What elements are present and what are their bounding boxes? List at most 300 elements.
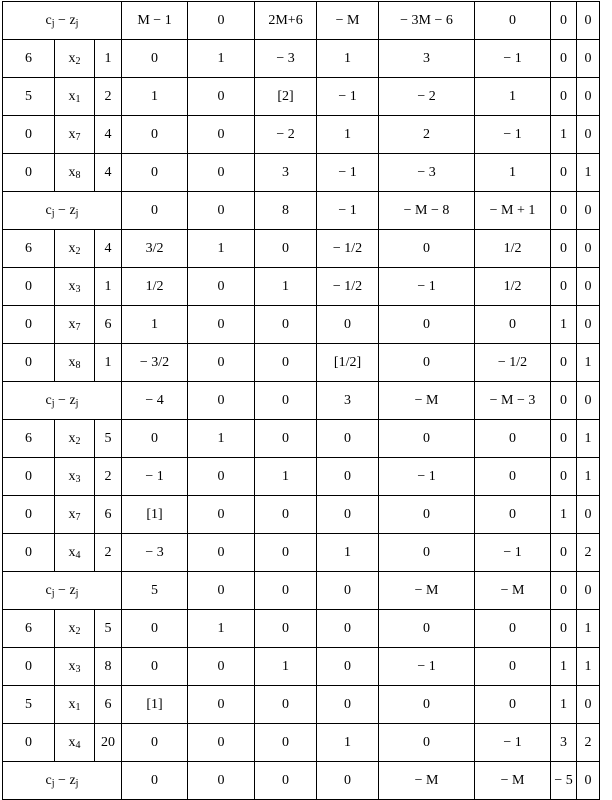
coefficient-cell: − 1/2 xyxy=(317,230,379,268)
coefficient-cell: 1 xyxy=(122,78,188,116)
coefficient-cell: 0 xyxy=(577,306,600,344)
row-label-c: c xyxy=(45,392,52,408)
coefficient-cell: 3/2 xyxy=(122,230,188,268)
reduced-cost-row xyxy=(3,572,600,610)
coefficient-cell: 0 xyxy=(475,610,551,648)
tableau-body xyxy=(3,2,600,800)
basis-cost-cell: 6 xyxy=(3,40,55,78)
basis-row xyxy=(3,154,600,192)
coefficient-cell: 0 xyxy=(317,572,379,610)
row-label-c-sub: j xyxy=(51,777,55,789)
coefficient-cell: 2M+6 xyxy=(255,2,317,40)
coefficient-cell: 0 xyxy=(551,40,577,78)
coefficient-cell: 0 xyxy=(122,154,188,192)
coefficient-cell: 0 xyxy=(577,382,600,420)
coefficient-cell: 0 xyxy=(188,458,255,496)
coefficient-cell: − 1 xyxy=(475,116,551,154)
coefficient-cell: 0 xyxy=(188,534,255,572)
basis-variable-index: 4 xyxy=(75,549,81,561)
basis-variable-cell xyxy=(55,154,95,192)
row-label-minus: − xyxy=(54,202,70,218)
basis-cost-cell: 5 xyxy=(3,686,55,724)
basis-variable-index: 8 xyxy=(75,169,81,181)
basis-variable-cell xyxy=(55,230,95,268)
row-label-minus: − xyxy=(54,12,70,28)
coefficient-cell: 0 xyxy=(188,306,255,344)
coefficient-cell: M − 1 xyxy=(122,2,188,40)
basis-row xyxy=(3,306,600,344)
basis-variable-index: 7 xyxy=(75,511,81,523)
basis-cost-cell: 0 xyxy=(3,458,55,496)
coefficient-cell: − 1 xyxy=(475,724,551,762)
coefficient-cell: − M xyxy=(379,382,475,420)
coefficient-cell: 1 xyxy=(475,154,551,192)
basis-row xyxy=(3,116,600,154)
coefficient-cell: 0 xyxy=(255,420,317,458)
rhs-cell: 6 xyxy=(95,306,122,344)
coefficient-cell: 0 xyxy=(122,192,188,230)
basis-cost-cell: 0 xyxy=(3,116,55,154)
rhs-cell: 8 xyxy=(95,648,122,686)
coefficient-cell: − 3M − 6 xyxy=(379,2,475,40)
coefficient-cell: 2 xyxy=(577,534,600,572)
coefficient-cell: 0 xyxy=(577,268,600,306)
reduced-cost-label xyxy=(3,572,122,610)
coefficient-cell: 0 xyxy=(122,40,188,78)
basis-row xyxy=(3,420,600,458)
coefficient-cell: 0 xyxy=(188,648,255,686)
coefficient-cell: 0 xyxy=(551,78,577,116)
coefficient-cell: 0 xyxy=(475,648,551,686)
basis-row xyxy=(3,458,600,496)
basis-variable-index: 1 xyxy=(75,93,81,105)
basis-variable-index: 1 xyxy=(75,701,81,713)
coefficient-cell: 0 xyxy=(188,344,255,382)
coefficient-cell: 3 xyxy=(255,154,317,192)
coefficient-cell: 0 xyxy=(475,420,551,458)
row-label-minus: − xyxy=(54,392,70,408)
basis-row xyxy=(3,610,600,648)
row-label-c-sub: j xyxy=(51,397,55,409)
coefficient-cell: 0 xyxy=(577,40,600,78)
row-label-z-sub: j xyxy=(75,397,79,409)
row-label-minus: − xyxy=(54,582,70,598)
basis-variable-index: 2 xyxy=(75,435,81,447)
coefficient-cell: 1/2 xyxy=(475,268,551,306)
coefficient-cell: − 5 xyxy=(551,762,577,800)
coefficient-cell: 0 xyxy=(551,572,577,610)
coefficient-cell: 1 xyxy=(188,610,255,648)
row-label-z: z xyxy=(69,392,76,408)
coefficient-cell: 0 xyxy=(122,420,188,458)
simplex-tableau xyxy=(2,1,600,800)
coefficient-cell: 0 xyxy=(577,686,600,724)
basis-variable-index: 3 xyxy=(75,663,81,675)
coefficient-cell: [1] xyxy=(122,496,188,534)
basis-variable-index: 2 xyxy=(75,625,81,637)
coefficient-cell: 3 xyxy=(379,40,475,78)
basis-variable-cell xyxy=(55,534,95,572)
coefficient-cell: 0 xyxy=(475,496,551,534)
basis-row xyxy=(3,344,600,382)
coefficient-cell: − 1 xyxy=(379,268,475,306)
coefficient-cell: 1 xyxy=(255,268,317,306)
coefficient-cell: 8 xyxy=(255,192,317,230)
coefficient-cell: 0 xyxy=(255,382,317,420)
coefficient-cell: 1 xyxy=(577,648,600,686)
basis-variable-index: 7 xyxy=(75,131,81,143)
basis-variable-index: 3 xyxy=(75,283,81,295)
basis-variable-cell xyxy=(55,610,95,648)
coefficient-cell: 0 xyxy=(379,496,475,534)
rhs-cell: 4 xyxy=(95,230,122,268)
coefficient-cell: [1] xyxy=(122,686,188,724)
basis-row xyxy=(3,268,600,306)
coefficient-cell: 0 xyxy=(317,306,379,344)
basis-variable-letter: x xyxy=(68,316,76,332)
row-label-c: c xyxy=(45,12,52,28)
coefficient-cell: 0 xyxy=(255,306,317,344)
basis-variable-index: 2 xyxy=(75,55,81,67)
coefficient-cell: 0 xyxy=(379,344,475,382)
reduced-cost-label xyxy=(3,192,122,230)
basis-variable-letter: x xyxy=(68,658,76,674)
row-label-z: z xyxy=(69,772,76,788)
reduced-cost-row xyxy=(3,2,600,40)
coefficient-cell: 1 xyxy=(551,306,577,344)
coefficient-cell: − 1 xyxy=(122,458,188,496)
coefficient-cell: 1 xyxy=(551,686,577,724)
coefficient-cell: 0 xyxy=(188,496,255,534)
coefficient-cell: 0 xyxy=(317,648,379,686)
rhs-cell: 1 xyxy=(95,40,122,78)
coefficient-cell: 0 xyxy=(122,610,188,648)
basis-variable-letter: x xyxy=(68,164,76,180)
basis-cost-cell: 0 xyxy=(3,648,55,686)
basis-variable-cell xyxy=(55,420,95,458)
coefficient-cell: 1/2 xyxy=(122,268,188,306)
coefficient-cell: 1 xyxy=(317,534,379,572)
basis-variable-index: 7 xyxy=(75,321,81,333)
coefficient-cell: 0 xyxy=(577,572,600,610)
row-label-z-sub: j xyxy=(75,587,79,599)
basis-cost-cell: 0 xyxy=(3,154,55,192)
coefficient-cell: − 3 xyxy=(122,534,188,572)
basis-cost-cell: 0 xyxy=(3,306,55,344)
basis-variable-letter: x xyxy=(68,696,76,712)
basis-variable-cell xyxy=(55,724,95,762)
coefficient-cell: − 1 xyxy=(317,78,379,116)
coefficient-cell: [2] xyxy=(255,78,317,116)
coefficient-cell: − 1 xyxy=(379,458,475,496)
coefficient-cell: 0 xyxy=(577,496,600,534)
rhs-cell: 4 xyxy=(95,116,122,154)
coefficient-cell: 1 xyxy=(188,40,255,78)
coefficient-cell: 0 xyxy=(255,724,317,762)
coefficient-cell: 0 xyxy=(122,724,188,762)
coefficient-cell: 1 xyxy=(551,648,577,686)
coefficient-cell: 1 xyxy=(551,496,577,534)
coefficient-cell: 0 xyxy=(551,534,577,572)
rhs-cell: 20 xyxy=(95,724,122,762)
coefficient-cell: 0 xyxy=(188,116,255,154)
coefficient-cell: − 1 xyxy=(317,154,379,192)
coefficient-cell: 0 xyxy=(551,230,577,268)
coefficient-cell: 1 xyxy=(577,610,600,648)
coefficient-cell: 0 xyxy=(475,2,551,40)
basis-variable-cell xyxy=(55,268,95,306)
basis-variable-letter: x xyxy=(68,544,76,560)
rhs-cell: 2 xyxy=(95,78,122,116)
basis-variable-letter: x xyxy=(68,506,76,522)
coefficient-cell: 0 xyxy=(188,762,255,800)
coefficient-cell: 0 xyxy=(188,686,255,724)
coefficient-cell: 0 xyxy=(551,154,577,192)
coefficient-cell: − 1/2 xyxy=(317,268,379,306)
basis-cost-cell: 6 xyxy=(3,230,55,268)
basis-variable-cell xyxy=(55,648,95,686)
coefficient-cell: 1 xyxy=(317,724,379,762)
row-label-c: c xyxy=(45,582,52,598)
coefficient-cell: 1 xyxy=(577,344,600,382)
coefficient-cell: 1 xyxy=(255,648,317,686)
coefficient-cell: 0 xyxy=(255,534,317,572)
basis-cost-cell: 6 xyxy=(3,420,55,458)
basis-variable-letter: x xyxy=(68,88,76,104)
coefficient-cell: 0 xyxy=(317,496,379,534)
basis-variable-letter: x xyxy=(68,620,76,636)
rhs-cell: 6 xyxy=(95,686,122,724)
coefficient-cell: − 1 xyxy=(317,192,379,230)
basis-row xyxy=(3,40,600,78)
coefficient-cell: 0 xyxy=(551,344,577,382)
coefficient-cell: 0 xyxy=(577,2,600,40)
rhs-cell: 1 xyxy=(95,268,122,306)
coefficient-cell: 1/2 xyxy=(475,230,551,268)
coefficient-cell: 0 xyxy=(551,420,577,458)
basis-variable-cell xyxy=(55,496,95,534)
coefficient-cell: − M xyxy=(475,572,551,610)
rhs-cell: 2 xyxy=(95,458,122,496)
coefficient-cell: 3 xyxy=(551,724,577,762)
reduced-cost-row xyxy=(3,762,600,800)
coefficient-cell: 0 xyxy=(379,686,475,724)
row-label-z: z xyxy=(69,12,76,28)
coefficient-cell: 3 xyxy=(317,382,379,420)
coefficient-cell: 1 xyxy=(577,154,600,192)
coefficient-cell: 0 xyxy=(577,762,600,800)
coefficient-cell: 2 xyxy=(379,116,475,154)
coefficient-cell: 0 xyxy=(379,610,475,648)
coefficient-cell: 0 xyxy=(551,458,577,496)
coefficient-cell: 0 xyxy=(577,78,600,116)
coefficient-cell: − 1 xyxy=(475,40,551,78)
coefficient-cell: 0 xyxy=(317,762,379,800)
coefficient-cell: 0 xyxy=(255,762,317,800)
coefficient-cell: 0 xyxy=(379,306,475,344)
coefficient-cell: 0 xyxy=(551,382,577,420)
coefficient-cell: 0 xyxy=(188,724,255,762)
basis-variable-cell xyxy=(55,40,95,78)
coefficient-cell: 0 xyxy=(255,496,317,534)
coefficient-cell: 0 xyxy=(255,344,317,382)
basis-row xyxy=(3,686,600,724)
coefficient-cell: 0 xyxy=(379,230,475,268)
coefficient-cell: 0 xyxy=(317,420,379,458)
coefficient-cell: 0 xyxy=(317,686,379,724)
coefficient-cell: − 1/2 xyxy=(475,344,551,382)
basis-row xyxy=(3,648,600,686)
basis-cost-cell: 0 xyxy=(3,724,55,762)
coefficient-cell: 0 xyxy=(122,648,188,686)
coefficient-cell: 1 xyxy=(577,458,600,496)
rhs-cell: 4 xyxy=(95,154,122,192)
basis-variable-cell xyxy=(55,78,95,116)
coefficient-cell: 0 xyxy=(475,306,551,344)
basis-variable-cell xyxy=(55,458,95,496)
basis-cost-cell: 5 xyxy=(3,78,55,116)
basis-row xyxy=(3,724,600,762)
basis-variable-letter: x xyxy=(68,278,76,294)
row-label-c: c xyxy=(45,772,52,788)
coefficient-cell: − M − 3 xyxy=(475,382,551,420)
coefficient-cell: 1 xyxy=(317,40,379,78)
basis-variable-cell xyxy=(55,686,95,724)
coefficient-cell: − 1 xyxy=(379,648,475,686)
coefficient-cell: 1 xyxy=(475,78,551,116)
coefficient-cell: 0 xyxy=(577,230,600,268)
row-label-z: z xyxy=(69,202,76,218)
coefficient-cell: − 2 xyxy=(255,116,317,154)
coefficient-cell: 1 xyxy=(551,116,577,154)
row-label-z-sub: j xyxy=(75,17,79,29)
basis-variable-letter: x xyxy=(68,126,76,142)
coefficient-cell: 0 xyxy=(188,192,255,230)
coefficient-cell: 0 xyxy=(255,686,317,724)
coefficient-cell: 1 xyxy=(122,306,188,344)
reduced-cost-row xyxy=(3,382,600,420)
rhs-cell: 1 xyxy=(95,344,122,382)
basis-variable-letter: x xyxy=(68,734,76,750)
coefficient-cell: 0 xyxy=(188,78,255,116)
coefficient-cell: 1 xyxy=(577,420,600,458)
coefficient-cell: − M xyxy=(379,762,475,800)
coefficient-cell: 1 xyxy=(188,420,255,458)
basis-variable-index: 3 xyxy=(75,473,81,485)
coefficient-cell: 0 xyxy=(475,686,551,724)
basis-row xyxy=(3,496,600,534)
coefficient-cell: 1 xyxy=(317,116,379,154)
coefficient-cell: 0 xyxy=(551,2,577,40)
basis-row xyxy=(3,534,600,572)
coefficient-cell: 2 xyxy=(577,724,600,762)
row-label-c: c xyxy=(45,202,52,218)
row-label-minus: − xyxy=(54,772,70,788)
coefficient-cell: 0 xyxy=(577,192,600,230)
basis-cost-cell: 0 xyxy=(3,344,55,382)
coefficient-cell: 1 xyxy=(188,230,255,268)
coefficient-cell: − 2 xyxy=(379,78,475,116)
coefficient-cell: − 3 xyxy=(255,40,317,78)
coefficient-cell: 0 xyxy=(255,610,317,648)
coefficient-cell: 0 xyxy=(255,572,317,610)
coefficient-cell: 0 xyxy=(255,230,317,268)
basis-variable-cell xyxy=(55,306,95,344)
row-label-c-sub: j xyxy=(51,207,55,219)
basis-variable-letter: x xyxy=(68,468,76,484)
coefficient-cell: 0 xyxy=(188,572,255,610)
basis-cost-cell: 0 xyxy=(3,268,55,306)
coefficient-cell: 0 xyxy=(188,154,255,192)
basis-variable-letter: x xyxy=(68,354,76,370)
row-label-z: z xyxy=(69,582,76,598)
coefficient-cell: 0 xyxy=(317,610,379,648)
coefficient-cell: 0 xyxy=(379,534,475,572)
coefficient-cell: 0 xyxy=(122,762,188,800)
basis-variable-letter: x xyxy=(68,240,76,256)
coefficient-cell: 0 xyxy=(379,420,475,458)
rhs-cell: 5 xyxy=(95,610,122,648)
coefficient-cell: 0 xyxy=(551,610,577,648)
basis-variable-letter: x xyxy=(68,430,76,446)
basis-variable-index: 8 xyxy=(75,359,81,371)
reduced-cost-row xyxy=(3,192,600,230)
basis-row xyxy=(3,78,600,116)
basis-variable-index: 2 xyxy=(75,245,81,257)
basis-cost-cell: 0 xyxy=(3,534,55,572)
coefficient-cell: 1 xyxy=(255,458,317,496)
coefficient-cell: − 3 xyxy=(379,154,475,192)
coefficient-cell: 5 xyxy=(122,572,188,610)
coefficient-cell: 0 xyxy=(317,458,379,496)
basis-variable-index: 4 xyxy=(75,739,81,751)
coefficient-cell: 0 xyxy=(122,116,188,154)
coefficient-cell: − M xyxy=(379,572,475,610)
rhs-cell: 2 xyxy=(95,534,122,572)
reduced-cost-label xyxy=(3,2,122,40)
coefficient-cell: 0 xyxy=(188,2,255,40)
basis-cost-cell: 0 xyxy=(3,496,55,534)
coefficient-cell: − M + 1 xyxy=(475,192,551,230)
coefficient-cell: − M xyxy=(317,2,379,40)
rhs-cell: 6 xyxy=(95,496,122,534)
reduced-cost-label xyxy=(3,762,122,800)
coefficient-cell: − M xyxy=(475,762,551,800)
basis-variable-cell xyxy=(55,344,95,382)
coefficient-cell: − 1 xyxy=(475,534,551,572)
basis-row xyxy=(3,230,600,268)
row-label-c-sub: j xyxy=(51,587,55,599)
coefficient-cell: 0 xyxy=(188,268,255,306)
reduced-cost-label xyxy=(3,382,122,420)
basis-variable-letter: x xyxy=(68,50,76,66)
coefficient-cell: − M − 8 xyxy=(379,192,475,230)
basis-cost-cell: 6 xyxy=(3,610,55,648)
row-label-z-sub: j xyxy=(75,207,79,219)
coefficient-cell: 0 xyxy=(551,268,577,306)
rhs-cell: 5 xyxy=(95,420,122,458)
row-label-c-sub: j xyxy=(51,17,55,29)
coefficient-cell: 0 xyxy=(188,382,255,420)
coefficient-cell: − 3/2 xyxy=(122,344,188,382)
coefficient-cell: 0 xyxy=(577,116,600,154)
coefficient-cell: 0 xyxy=(551,192,577,230)
coefficient-cell: 0 xyxy=(379,724,475,762)
coefficient-cell: 0 xyxy=(475,458,551,496)
coefficient-cell: − 4 xyxy=(122,382,188,420)
row-label-z-sub: j xyxy=(75,777,79,789)
basis-variable-cell xyxy=(55,116,95,154)
